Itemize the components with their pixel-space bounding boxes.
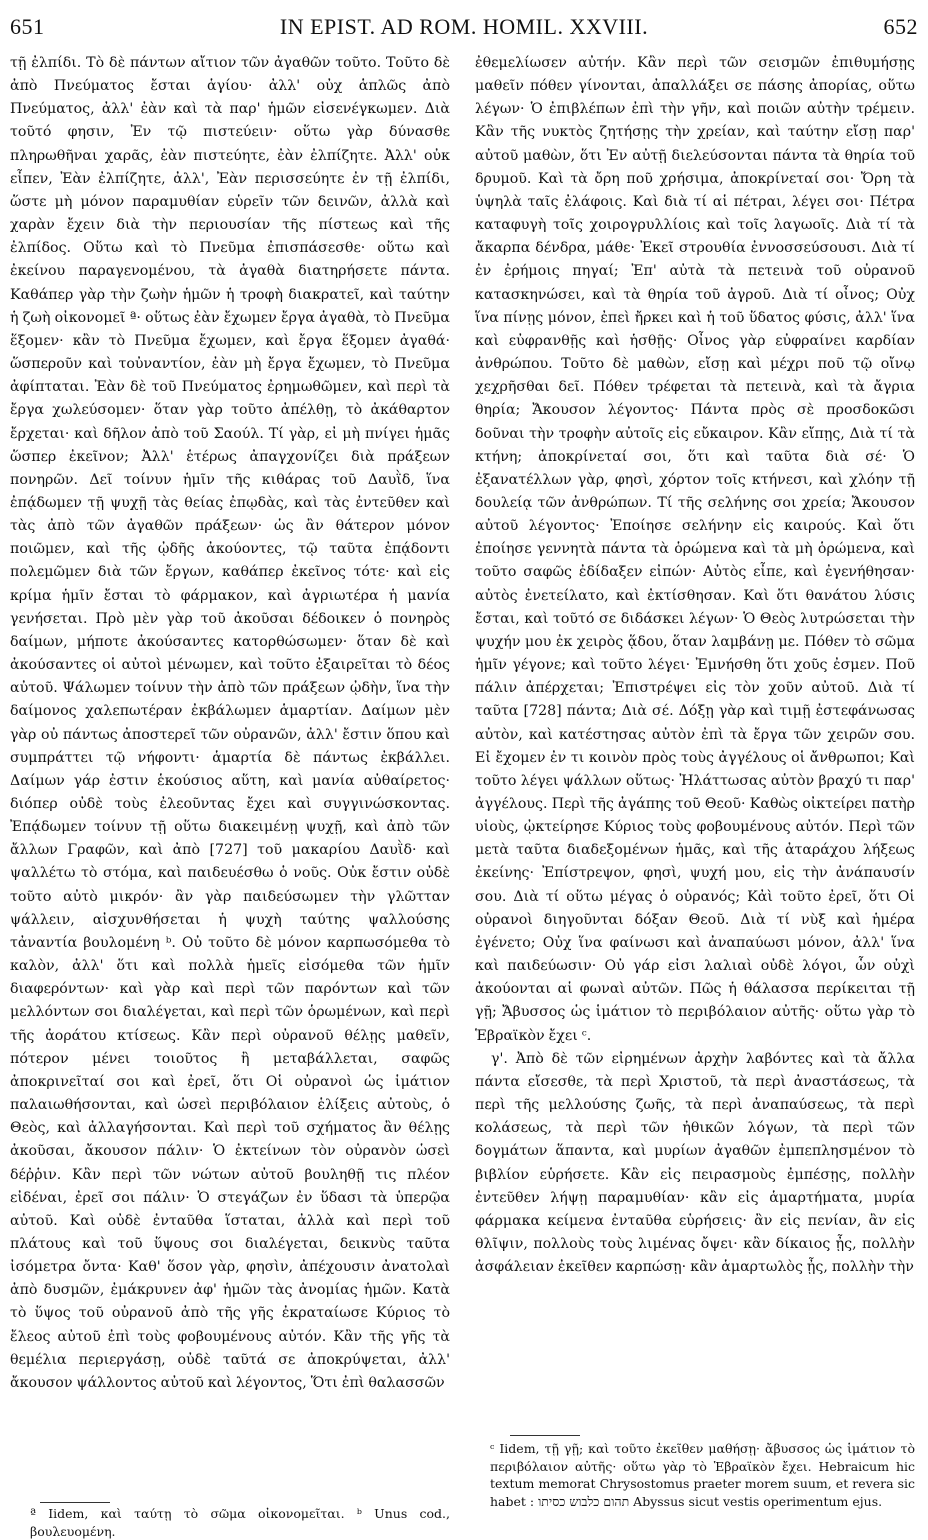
- running-title: IN EPIST. AD ROM. HOMIL. XXVIII.: [279, 14, 649, 39]
- running-header: [10, 8, 918, 44]
- left-column-text: τῇ ἐλπίδι. Τὸ δὲ πάντων αἴτιον τῶν ἀγαθῶν τοῦτο. Τοῦτο δὲ ἀπὸ Πνεύματος ἔσται ἁγίου· ἀλλ' οὐχ ἁπλῶς ἀπὸ Πνεύματος, ἀλλ' ἐὰν καὶ τὰ παρ' ἡμῶν εἰσενέγκωμεν. Διὰ τοῦτό φησιν, Ἐν τῷ πιστεύειν· οὕτω γὰρ δύνασθε πληρωθῆναι χαρᾶς, ἐὰν πιστεύητε, ἐὰν ἐλπίζητε. Ἀλλ' οὐκ εἶπεν, Ἐὰν ἐλπίζητε, ἀλλ', Ἐὰν περισσεύητε ἐν τῇ ἐλπίδι, ὥστε μὴ μόνον παραμυθίαν εὑρεῖν τῶν δεινῶν, ἀλλὰ καὶ χαρὰν ἔχειν διὰ τὴν περιουσίαν τῆς πίστεως καὶ τῆς ἐλπίδος. Οὕτω καὶ τὸ Πνεῦμα ἐπισπάσεσθε· οὕτω καὶ ἐκείνου παραγενομένου, τὰ ἀγαθὰ διατηρήσετε πάντα. Καθάπερ γὰρ τὴν ζωὴν ἡμῶν ἡ τροφὴ διακρατεῖ, καὶ ταύτην ἡ ζωὴ οἰκονομεῖ ª· οὕτως ἐὰν ἔχωμεν ἔργα ἀγαθὰ, τὸ Πνεῦμα ἕξομεν· κἂν τὸ Πνεῦμα ἔχωμεν, καὶ ἔργα ἕξομεν ἀγαθά· ὥσπεροῦν καὶ τοὐναντίον, ἐὰν μὴ ἔργα ἔχωμεν, τὸ Πνεῦμα ἀφίπταται. Ἐὰν δὲ τοῦ Πνεύματος ἐρημωθῶμεν, καὶ περὶ τὰ ἔργα χωλεύσομεν· ὅταν γὰρ τοῦτο ἀπέλθῃ, τὸ ἀκάθαρτον ἔρχεται· καὶ δῆλον ἀπὸ τοῦ Σαούλ. Τί γὰρ, εἰ μὴ πνίγει ἡμᾶς ὥσπερ ἐκεῖνον; Ἀλλ' ἑτέρως ἀπαγχονίζει διὰ πράξεων πονηρῶν. Δεῖ τοίνυν ἡμῖν τῆς κιθάρας τοῦ Δαυῒδ, ἵνα ἐπᾴδωμεν τῇ ψυχῇ τὰς θείας ἐπῳδὰς, καὶ τὰς ἐντεῦθεν καὶ τὰς ἀπὸ τῶν ἀγαθῶν πράξεων· ὡς ἂν θάτερον μόνον ποιῶμεν, καὶ τῆς ᾠδῆς ἀκούοντες, τῷ ταῦτα ἐπᾴδοντι πολεμῶμεν διὰ τῶν ἔργων, καθάπερ ἐκεῖνος τότε· καὶ εἰς κρίμα ἡμῖν ἔσται τὸ φάρμακον, καὶ ἀγριωτέρα ἡ μανία γενήσεται. Πρὸ μὲν γὰρ τοῦ ἀκοῦσαι δέδοικεν ὁ πονηρὸς δαίμων, μήποτε ἀκούσαντες κατορθώσωμεν· ὅταν δὲ καὶ ἀκούσαντες οἱ αὐτοὶ μένωμεν, καὶ τοῦτο ἐξαιρεῖται τὸ δέος αὐτοῦ. Ψάλωμεν τοίνυν τὴν ἀπὸ τῶν πράξεων ᾠδὴν, ἵνα τὴν δαίμονος χαλεπωτέραν ἐκβάλωμεν ἁμαρτίαν. Δαίμων μὲν γὰρ οὐ πάντως ἀποστερεῖ τῶν οὐρανῶν, ἀλλ' ἔστιν ὅπου καὶ συμπράττει τῷ νήφοντι· ἁμαρτία δὲ πάντως ἐκβάλλει. Δαίμων γάρ ἐστιν ἑκούσιος αὕτη, καὶ μανία αὐθαίρετος· διόπερ οὐδὲ τοὺς ἐλεοῦντας ἔχει καὶ συγγινώσκοντας. Ἐπᾴδωμεν τοίνυν τῇ οὕτω διακειμένῃ ψυχῇ, καὶ ἀπὸ τῶν ἄλλων Γραφῶν, καὶ ἀπὸ [727] τοῦ μακαρίου Δαυῒδ· καὶ ψαλλέτω τὸ στόμα, καὶ παιδευέσθω ὁ νοῦς. Οὐκ ἔστιν οὐδὲ τοῦτο αὐτὸ μικρόν· ἂν γὰρ παιδεύσωμεν τὴν γλῶτταν ψάλλειν, αἰσχυνθήσεται ἡ ψυχὴ ταύτης ψαλλούσης τἀναντία βουλομένη ᵇ. Οὐ τοῦτο δὲ μόνον καρπωσόμεθα τὸ καλὸν, ἀλλ' ὅτι καὶ πολλὰ ἡμεῖς εἰσόμεθα τῶν ἡμῖν διαφερόντων· καὶ γὰρ καὶ περὶ τῶν παρόντων καὶ τῶν μελλόντων σοι διαλέγεται, καὶ περὶ τῶν ὁρωμένων, καὶ περὶ τῆς ἀοράτου κτίσεως. Κἂν περὶ οὐρανοῦ θέλῃς μαθεῖν, πότερον μένει τοιοῦτος ἢ μεταβάλλεται, σαφῶς ἀποκρινεῖταί σοι καὶ ἐρεῖ, ὅτι Οἱ οὐρανοὶ ὡς ἱμάτιον παλαιωθήσονται, καὶ ὡσεὶ περιβόλαιον ἑλίξεις αὐτοὺς, ὁ Θεὸς, καὶ ἀλλαγήσονται. Καὶ περὶ τοῦ σχήματος ἂν θέλῃς ἀκοῦσαι, ἄκουσον πάλιν· Ὁ ἐκτείνων τὸν οὐρανὸν ὡσεὶ δέῤῥιν. Κἂν περὶ τῶν νώτων αὐτοῦ βουληθῇ τις πλέον εἰδέναι, ἐρεῖ σοι πάλιν· Ὁ στεγάζων ἐν ὕδασι τὰ ὑπερῷα αὐτοῦ. Καὶ οὐδὲ ἐνταῦθα ἵσταται, ἀλλὰ καὶ περὶ τοῦ πλάτους καὶ τοῦ ὕψους σοι διαλέγεται, δεικνὺς ταῦτα ἰσόμετρα ὄντα· Καθ' ὅσον γὰρ, φησὶν, ἀπέχουσιν ἀνατολαὶ ἀπὸ δυσμῶν, ἐμάκρυνεν ἀφ' ἡμῶν τὰς ἀνομίας ἡμῶν. Κατὰ τὸ ὕψος τοῦ οὐρανοῦ ἀπὸ τῆς γῆς ἐκραταίωσε Κύριος τὸ ἔλεος αὐτοῦ ἐπὶ τοὺς φοβουμένους αὐτόν. Κἂν τῆς γῆς τὰ θεμέλια περιεργάσῃ, οὐδὲ ταῦτά σε ἀποκρύψεται, ἀλλ' ἄκουσον ψάλλοντος αὐτοῦ καὶ λέγοντος, Ὅτι ἐπὶ θαλασσῶν: [10, 55, 450, 1391]
- right-column-text-1: ἐθεμελίωσεν αὐτήν. Κἂν περὶ τῶν σεισμῶν ἐπιθυμήσῃς μαθεῖν πόθεν γίνονται, ἀπαλλάξει σε πάσης ἀπορίας, οὕτω λέγων· Ὁ ἐπιβλέπων ἐπὶ τὴν γῆν, καὶ ποιῶν αὐτὴν τρέμειν. Κἂν τῆς νυκτὸς ζητήσῃς τὴν χρείαν, καὶ ταύτην εἴσῃ παρ' αὐτοῦ μαθὼν, ὅτι Ἐν αὐτῇ διελεύσονται πάντα τὰ θηρία τοῦ δρυμοῦ. Καὶ τὰ ὄρη ποῦ χρήσιμα, ἀποκρίνεταί σοι· Ὄρη τὰ ὑψηλὰ ταῖς ἐλάφοις. Καὶ διὰ τί αἱ πέτραι, λέγει σοι· Πέτρα καταφυγὴ τοῖς χοιρογρυλλίοις καὶ τοῖς λαγωοῖς. Διὰ τί τὰ ἄκαρπα δένδρα, μάθε· Ἐκεῖ στρουθία ἐννοσσεύσουσι. Διὰ τί ἐν ἐρήμοις πηγαί; Ἐπ' αὐτὰ τὰ πετεινὰ τοῦ οὐρανοῦ κατασκηνώσει, καὶ τὰ θηρία τοῦ ἀγροῦ. Διὰ τί οἶνος; Οὐχ ἵνα πίνῃς μόνον, ἐπεὶ ἤρκει καὶ ἡ τοῦ ὕδατος φύσις, ἀλλ' ἵνα καὶ εὐφρανθῇς καὶ ἡσθῇς· Οἶνος γὰρ εὐφραίνει καρδίαν ἀνθρώπου. Τοῦτο δὲ μαθὼν, εἴσῃ καὶ μέχρι ποῦ τῷ οἴνῳ χεχρῆσθαι δεῖ. Πόθεν τρέφεται τὰ πετεινὰ, καὶ τὰ ἄγρια θηρία; Ἄκουσον λέγοντος· Πάντα πρὸς σὲ προσδοκῶσι δοῦναι τὴν τροφὴν αὐτοῖς εἰς εὔκαιρον. Κἂν εἴπῃς, Διὰ τί τὰ κτήνη; ἀποκρίνεταί σοι, ὅτι καὶ ταῦτα διὰ σέ· Ὁ ἐξανατέλλων γὰρ, φησὶ, χόρτον τοῖς κτήνεσι, καὶ χλόην τῇ δουλείᾳ τῶν ἀνθρώπων. Τί τῆς σελήνης σοι χρεία; Ἄκουσον αὐτοῦ λέγοντος· Ἐποίησε σελήνην εἰς καιρούς. Καὶ ὅτι ἐποίησε γεννητὰ πάντα τὰ ὁρώμενα καὶ τὰ μὴ ὁρώμενα, καὶ τοῦτο σαφῶς ἐδίδαξεν εἰπών· Αὐτὸς εἶπε, καὶ ἐγενήθησαν· αὐτὸς ἐνετείλατο, καὶ ἐκτίσθησαν. Καὶ ὅτι θανάτου λύσις ἔσται, καὶ τοῦτό σε διδάσκει λέγων· Ὁ Θεὸς λυτρώσεται τὴν ψυχήν μου ἐκ χειρὸς ᾅδου, ὅταν λαμβάνῃ με. Πόθεν τὸ σῶμα ἡμῖν γέγονε; καὶ τοῦτο λέγει· Ἐμνήσθη ὅτι χοῦς ἐσμεν. Ποῦ πάλιν ἀπέρχεται; Ἐπιστρέψει εἰς τὸν χοῦν αὐτοῦ. Διὰ τί ταῦτα [728] πάντα; Διὰ σέ. Δόξῃ γὰρ καὶ τιμῇ ἐστεφάνωσας αὐτὸν, καὶ κατέστησας αὐτὸν ἐπὶ τὰ ἔργα τῶν χειρῶν σου. Εἰ ἔχομεν ἐν τι κοινὸν πρὸς τοὺς ἀγγέλους οἱ ἄνθρωποι; Καὶ τοῦτο λέγει ψάλλων οὕτως· Ἠλάττωσας αὐτὸν βραχύ τι παρ' ἀγγέλους. Περὶ τῆς ἀγάπης τοῦ Θεοῦ· Καθὼς οἰκτείρει πατὴρ υἱοὺς, ᾠκτείρησε Κύριος τοὺς φοβουμένους αὐτόν. Περὶ τῶν μετὰ ταῦτα διαδεξομένων ἡμᾶς, καὶ τῆς ἀταράχου λήξεως ἐκείνης· Ἐπίστρεψον, φησὶ, ψυχή μου, εἰς τὴν ἀνάπαυσίν σου. Διὰ τί οὕτω μέγας ὁ οὐρανός; Κἀὶ τοῦτο ἐρεῖ, ὅτι Οἱ οὐρανοὶ διηγοῦνται δόξαν Θεοῦ. Διὰ τί νὺξ καὶ ἡμέρα ἐγένετο; Οὐχ ἵνα φαίνωσι καὶ ἀναπαύωσι μόνον, ἀλλ' ἵνα καὶ παιδεύωσιν· Οὐ γάρ εἰσι λαλιαὶ οὐδὲ λόγοι, ὧν οὐχὶ ἀκούονται αἱ φωναὶ αὐτῶν. Πῶς ἡ θάλασσα περίκειται τῇ γῇ; Ἄβυσσος ὡς ἱμάτιον τὸ περιβόλαιον αὐτῆς· οὕτω γὰρ τὸ Ἑβραϊκὸν ἔχει ᶜ.: [475, 55, 915, 1044]
- right-column-text-2: γ'. Ἀπὸ δὲ τῶν εἰρημένων ἀρχὴν λαβόντες καὶ τὰ ἄλλα πάντα εἴσεσθε, τὰ περὶ Χριστοῦ, τὰ περὶ ἀναστάσεως, τὰ περὶ τῆς μελλούσης ζωῆς, τὰ περὶ ἀναπαύσεως, τὰ περὶ κολάσεως, τὰ περὶ τῶν ἠθικῶν λόγων, τὰ περὶ τῶν δογμάτων ἅπαντα, καὶ μυρίων ἀγαθῶν ἐμπεπλησμένον τὸ βιβλίον εὑρήσετε. Κἂν εἰς πειρασμοὺς ἐμπέσῃς, πολλὴν ἐντεῦθεν λήψῃ παραμυθίαν· κἂν εἰς ἁμαρτήματα, μυρία φάρμακα κείμενα ἐνταῦθα εὑρήσεις· ἂν εἰς πενίαν, ἂν εἰς θλῖψιν, πολλοὺς τοὺς λιμένας ὄψει· κἂν δίκαιος ᾖς, πολλὴν ἀσφάλειαν ἐκεῖθεν καρπώσῃ· κἂν ἁμαρτωλὸς ᾖς, πολλὴν τὴν: [475, 1050, 915, 1276]
- left-column: [10, 52, 450, 1492]
- footnote-rule-left: [40, 1502, 110, 1503]
- page-number-right: 652: [883, 14, 918, 39]
- footnote-right: ᶜ Iidem, τῇ γῇ; καὶ τοῦτο ἐκεῖθεν μαθήσῃ· ἄβυσσος ὡς ἱμάτιον τὸ περιβόλαιον αὐτῆς· οὕτω γὰρ τὸ Ἑβραϊκὸν ἔχει. Hebraicum hic textum memorat Chrysostomus praeter morem suum, et revera sic habet : תהום כלבוש כסיתו Abyssus sicut vestis operimentum ejus.: [490, 1441, 915, 1509]
- footnote-left: ª Iidem, καὶ ταύτῃ τὸ σῶμα οἰκονομεῖται. ᵇ Unus cod., βουλευομένη.: [30, 1506, 450, 1539]
- footnote-rule-right: [510, 1435, 580, 1436]
- right-column: [475, 52, 915, 1432]
- page-number-left: 651: [10, 14, 45, 39]
